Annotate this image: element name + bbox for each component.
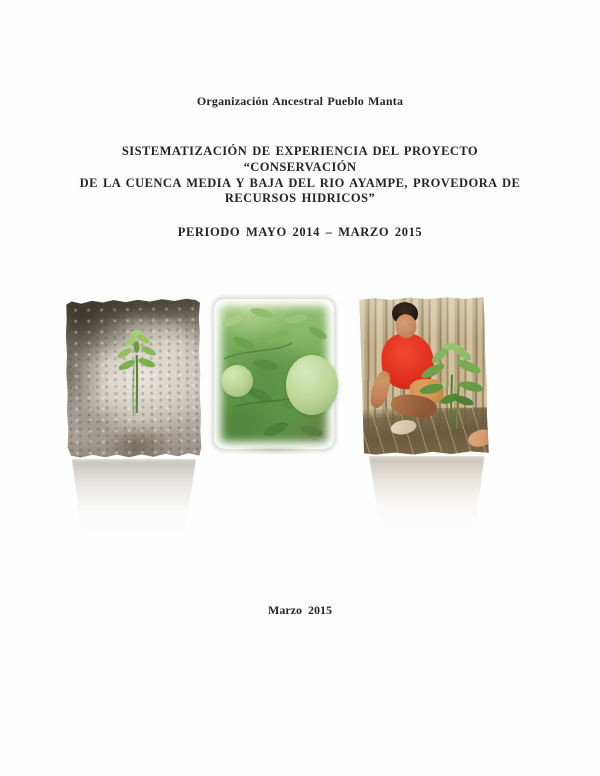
planted-seedling-graphic — [418, 341, 485, 432]
watermelon-large — [286, 355, 338, 415]
photo3-reflection — [364, 456, 488, 536]
project-title-line-2: DE LA CUENCA MEDIA Y BAJA DEL RIO AYAMPE, PROVEDORA DE — [79, 175, 521, 190]
photo-woman-planting — [359, 296, 490, 455]
watermelon-small — [221, 365, 253, 397]
footer-date: Marzo 2015 — [268, 603, 332, 617]
project-title-line-1: SISTEMATIZACIÓN DE EXPERIENCIA DEL PROYECTO “CONSERVACIÓN — [121, 144, 479, 174]
photo1-reflection — [68, 459, 200, 539]
photo-seedling-rocky-soil — [65, 298, 202, 459]
project-title — [70, 144, 530, 207]
woman-arm — [368, 369, 394, 410]
project-period: PERIODO MAYO 2014 – MARZO 2015 — [177, 225, 423, 239]
project-title-line-3: RECURSOS HIDRICOS” — [224, 191, 376, 206]
organization-name: Organización Ancestral Pueblo Manta — [196, 94, 404, 108]
photo2-shadow — [222, 447, 326, 457]
photo-watermelon-crop — [214, 299, 334, 449]
seedling-graphic — [116, 327, 157, 416]
